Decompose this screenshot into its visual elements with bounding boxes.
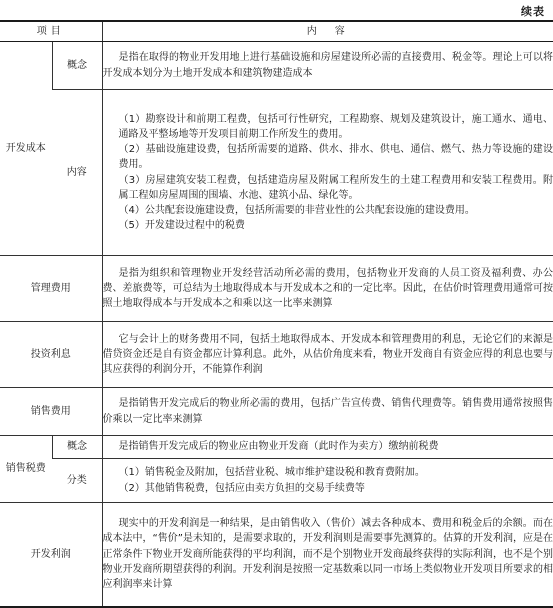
category-sales-tax: 销售税费 — [0, 436, 52, 503]
table-row — [0, 256, 553, 322]
list-item: （1）销售税金及附加，包括营业税、城市维护建设税和教育费附加。 — [103, 465, 553, 480]
continued-label: 续表 — [521, 3, 545, 19]
category-mgmt-fee: 管理费用 — [0, 256, 102, 322]
list-item: （1）勘察设计和前期工程费，包括可行性研究，工程勘察、规划及建筑设计，施工通水、通电、通路及平整场地等开发项目前期工作所发生的费用。 — [103, 112, 553, 142]
table-row — [0, 322, 553, 388]
table-row — [0, 503, 553, 607]
cost-components-table — [0, 20, 553, 608]
subcategory-concept: 概念 — [52, 42, 102, 90]
list-item: （3）房屋建筑安装工程费，包括建造房屋及附属工程所发生的土建工程费用和安装工程费用。附属工程如房屋周围的围墙、水池、建筑小品、绿化等。 — [103, 173, 553, 203]
subcategory-content: 内容 — [52, 90, 102, 256]
category-dev-cost: 开发成本 — [0, 42, 52, 256]
list-item: （2）其他销售税费，包括应由卖方负担的交易手续费等 — [103, 481, 553, 496]
sales-fee-text: 是指销售开发完成后的物业所必需的费用，包括广告宣传费、销售代理费等。销售费用通常按照售价乘以一定比率来测算 — [102, 388, 553, 436]
sales-tax-class-list — [102, 459, 553, 503]
category-sales-fee: 销售费用 — [0, 388, 102, 436]
table-row — [0, 388, 553, 436]
header-project: 项目 — [0, 21, 102, 42]
table-row — [0, 90, 553, 256]
table-row — [0, 459, 553, 503]
category-interest: 投资利息 — [0, 322, 102, 388]
dev-cost-concept-text: 是指在取得的物业开发用地上进行基础设施和房屋建设所必需的直接费用、税金等。理论上可以将开发成本划分为土地开发成本和建筑物建造成本 — [102, 42, 553, 90]
header-content: 内 容 — [102, 21, 553, 42]
list-item: （4）公共配套设施建设费，包括所需要的非营业性的公共配套设施的建设费用。 — [103, 203, 553, 218]
table-row — [0, 436, 553, 459]
sales-tax-concept-text: 是指销售开发完成后的物业应由物业开发商（此时作为卖方）缴纳前税费 — [102, 436, 553, 459]
subcategory-concept: 概念 — [52, 436, 102, 459]
interest-text: 它与会计上的财务费用不同，包括土地取得成本、开发成本和管理费用的利息，无论它们的来源是借贷资金还是自有资金都应计算利息。此外，从估价角度来看，物业开发商自有资金应得的利息也要与其应获得的利润分开，不能算作利润 — [102, 322, 553, 388]
category-profit: 开发利润 — [0, 503, 102, 607]
table-row — [0, 42, 553, 90]
mgmt-fee-text: 是指为组织和管理物业开发经营活动所必需的费用，包括物业开发商的人员工资及福利费、办公费、差旅费等，可总结为土地取得成本与开发成本之和的一定比率。因此，在估价时管理费用通常可按照土地取得成本与开发成本之和乘以这一比率来测算 — [102, 256, 553, 322]
subcategory-class: 分类 — [52, 459, 102, 503]
list-item: （5）开发建设过程中的税费 — [103, 218, 553, 233]
dev-cost-content-list — [102, 90, 553, 256]
profit-text: 现实中的开发利润是一种结果，是由销售收入（售价）减去各种成本、费用和税金后的余额。而在成本法中，“售价”是未知的，是需要求取的，开发利润则是需要事先测算的。估算的开发利润，应是在正常条件下物业开发商所能获得的平均利润，而不是个别物业开发商最终获得的实际利润，也不是个别物业开发商所期望获得的利润。开发利润是按照一定基数乘以同一市场上类似物业开发项目所要求的相应利润率来计算 — [102, 503, 553, 607]
table-header-row — [0, 21, 553, 42]
list-item: （2）基础设施建设费，包括所需要的道路、供水、排水、供电、通信、燃气、热力等设施的建设费用。 — [103, 142, 553, 172]
